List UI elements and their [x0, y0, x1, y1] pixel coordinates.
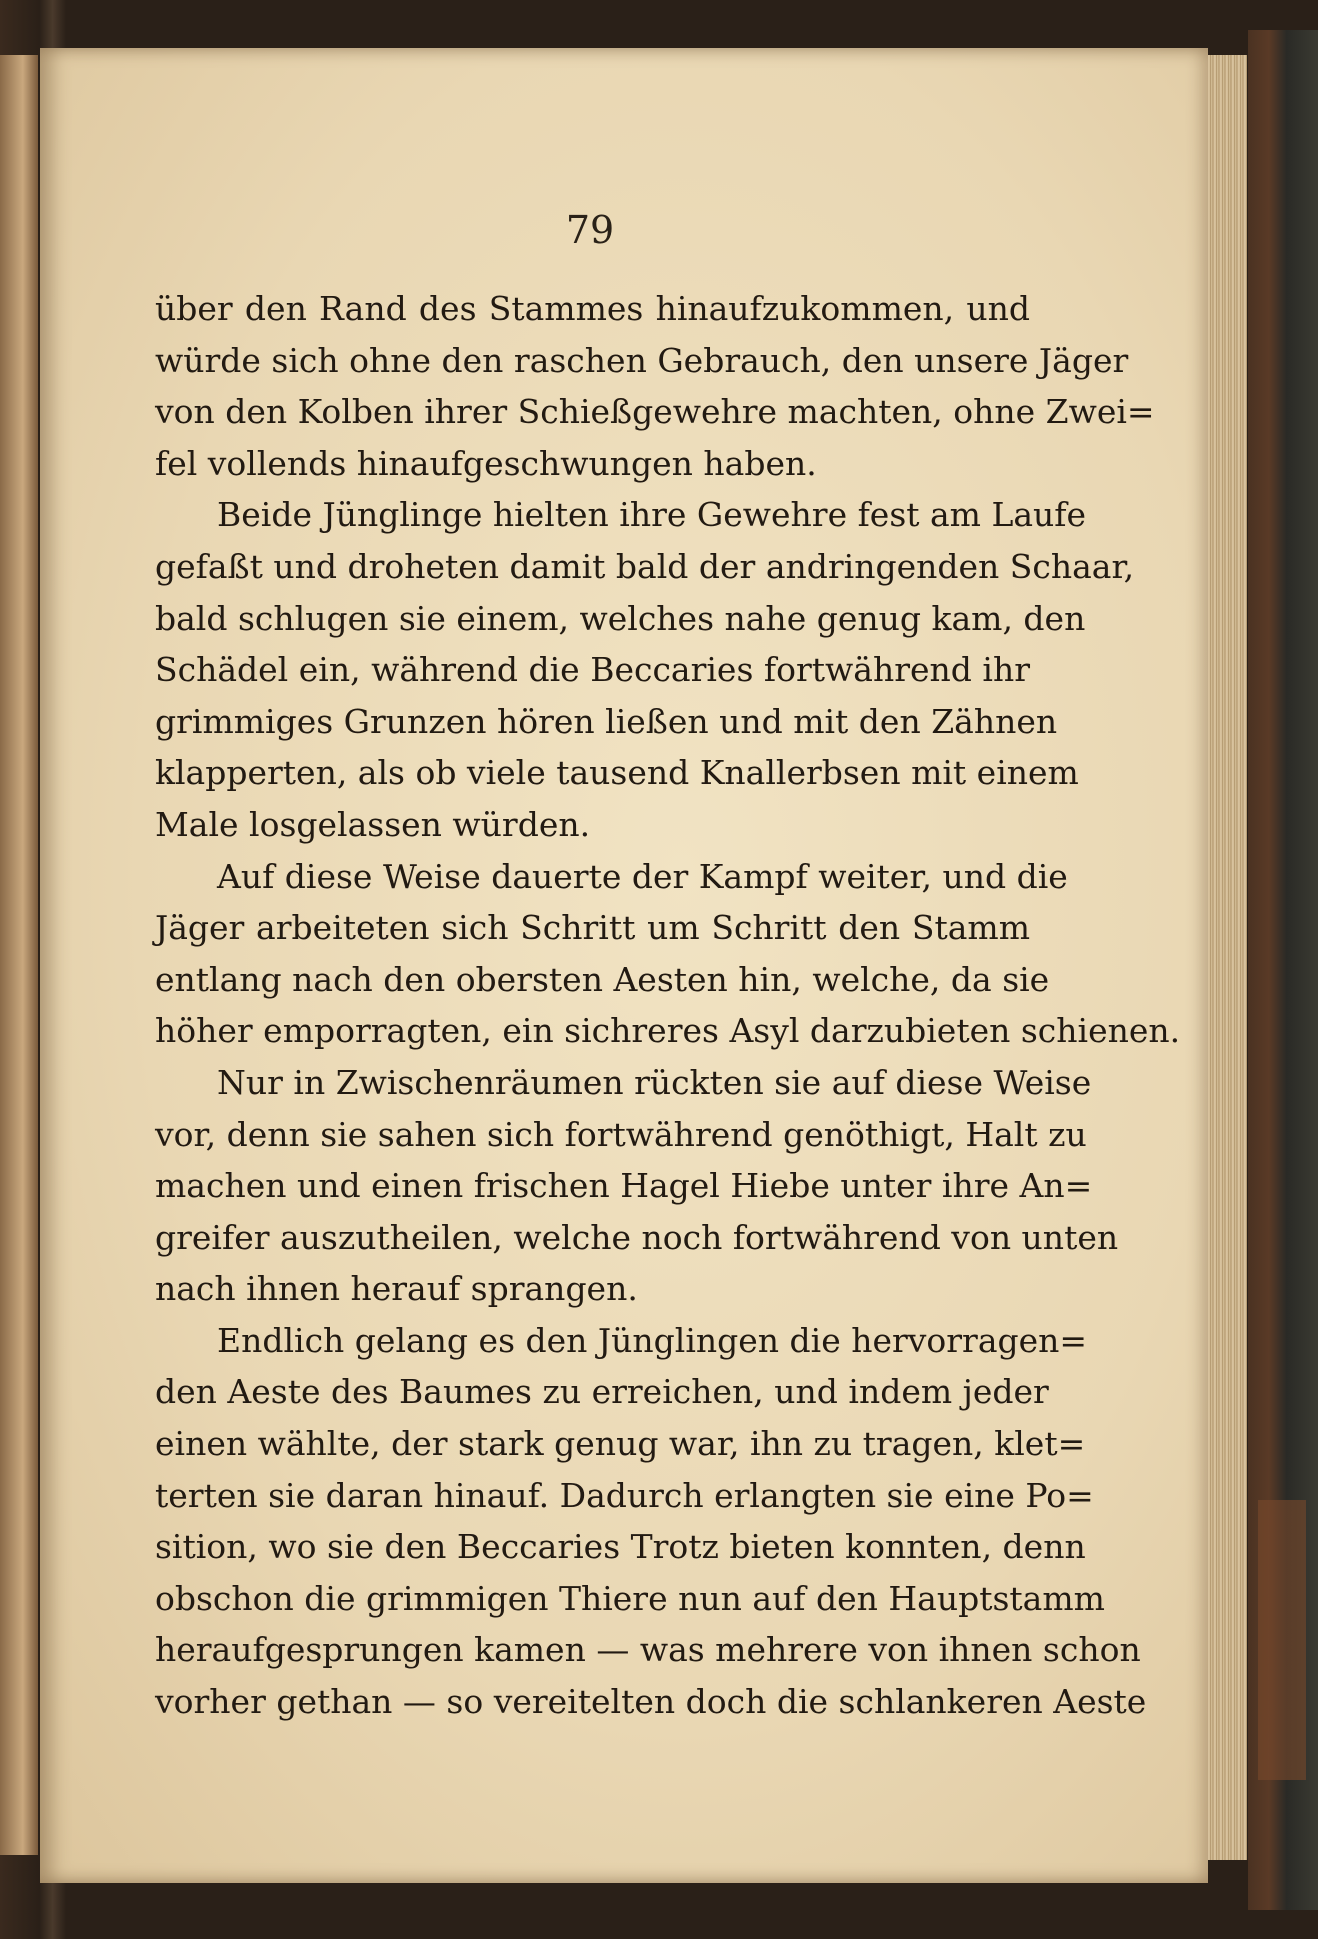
book-page: [40, 48, 1208, 1883]
text-line: entlang nach den obersten Aesten hin, welche, da sie: [155, 959, 1050, 999]
text-line: Beide Jünglinge hielten ihre Gewehre fest am Laufe: [217, 495, 1087, 535]
text-line: bald schlugen sie einem, welches nahe genug kam, den: [155, 598, 1086, 638]
text-line: Male losgelassen würden.: [155, 804, 591, 844]
text-line: nach ihnen herauf sprangen.: [155, 1269, 638, 1309]
text-line: Schädel ein, während die Beccaries fortwährend ihr: [155, 650, 1030, 690]
text-line: grimmiges Grunzen hören ließen und mit den Zähnen: [155, 701, 1058, 741]
text-line: Endlich gelang es den Jünglingen die hervorragen=: [217, 1320, 1088, 1360]
text-line: vor, denn sie sahen sich fortwährend genöthigt, Halt zu: [155, 1114, 1087, 1154]
text-line: machen und einen frischen Hagel Hiebe unter ihre An=: [155, 1166, 1093, 1206]
previous-page-edge: [0, 55, 38, 1855]
text-line: obschon die grimmigen Thiere nun auf den Hauptstamm: [155, 1578, 1105, 1618]
page-number: 79: [565, 208, 615, 252]
text-line: Jäger arbeiteten sich Schritt um Schritt den Stamm: [155, 908, 1030, 948]
page-stack-edge: [1205, 55, 1247, 1860]
text-line: sition, wo sie den Beccaries Trotz bieten konnten, denn: [155, 1527, 1086, 1567]
cover-wear: [1258, 1500, 1306, 1780]
text-line: höher emporragten, ein sichreres Asyl darzubieten schienen.: [155, 1011, 1181, 1051]
text-line: terten sie daran hinauf. Dadurch erlangten sie eine Po=: [155, 1475, 1094, 1515]
text-line: gefaßt und droheten damit bald der andringenden Schaar,: [155, 546, 1135, 586]
text-line: würde sich ohne den raschen Gebrauch, den unsere Jäger: [155, 340, 1129, 380]
text-line: den Aeste des Baumes zu erreichen, und indem jeder: [155, 1372, 1049, 1412]
text-line: einen wählte, der stark genug war, ihn zu tragen, klet=: [155, 1424, 1086, 1464]
text-line: klapperten, als ob viele tausend Knallerbsen mit einem: [155, 753, 1079, 793]
text-line: fel vollends hinaufgeschwungen haben.: [155, 443, 817, 483]
body-text: [155, 283, 1181, 1728]
text-line: Auf diese Weise dauerte der Kampf weiter, und die: [217, 856, 1068, 896]
text-line: heraufgesprungen kamen — was mehrere von ihnen schon: [155, 1630, 1141, 1670]
text-line: über den Rand des Stammes hinaufzukommen, und: [155, 289, 1030, 328]
text-line: Nur in Zwischenräumen rückten sie auf diese Weise: [217, 1062, 1092, 1102]
text-line: greifer auszutheilen, welche noch fortwährend von unten: [155, 1217, 1119, 1257]
text-line: vorher gethan — so vereitelten doch die schlankeren Aeste: [155, 1682, 1147, 1722]
text-line: von den Kolben ihrer Schießgewehre machten, ohne Zwei=: [155, 392, 1155, 432]
